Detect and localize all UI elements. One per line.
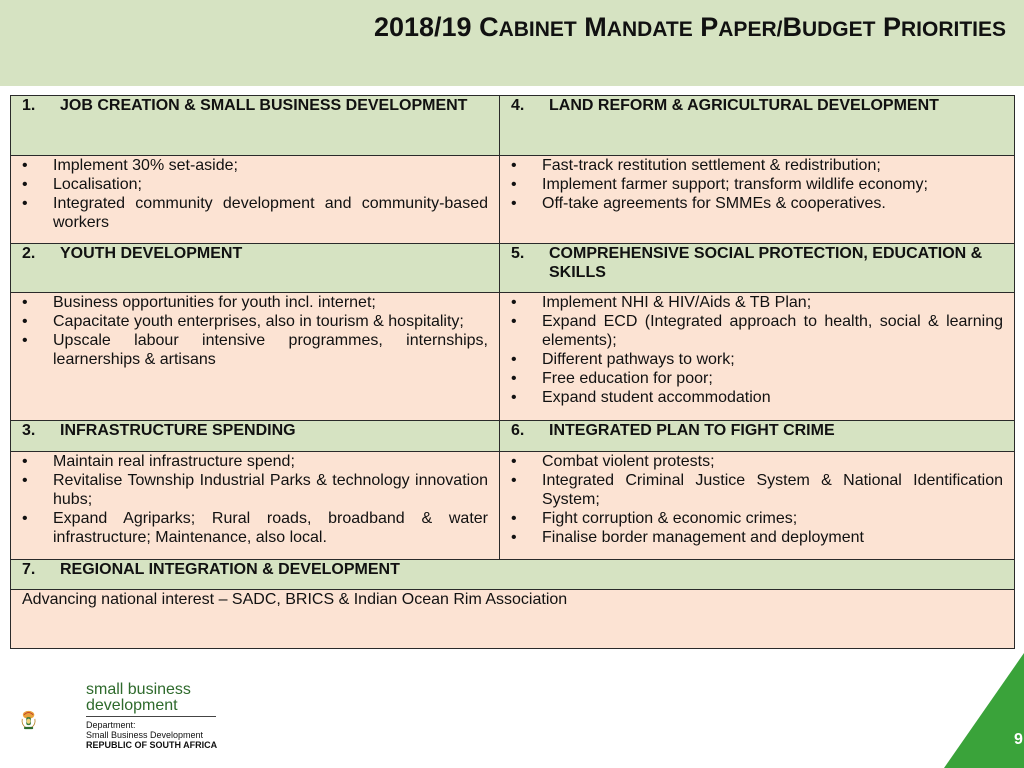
section-body-6 <box>500 452 1015 560</box>
table-row <box>11 590 1015 649</box>
section-heading-1: 1. JOB CREATION & SMALL BUSINESS DEVELOPMENT <box>11 96 500 156</box>
title-bar <box>0 0 1024 86</box>
logo-divider <box>86 716 216 717</box>
list-item: • Expand student accommodation <box>511 388 1003 407</box>
list-item: • Implement NHI & HIV/Aids & TB Plan; <box>511 293 1003 312</box>
list-item: • Implement 30% set-aside; <box>22 156 488 175</box>
list-item: • Combat violent protests; <box>511 452 1003 471</box>
list-item: • Fast-track restitution settlement & redistribution; <box>511 156 1003 175</box>
section-heading-5: 5. COMPREHENSIVE SOCIAL PROTECTION, EDUCATION & SKILLS <box>500 244 1015 293</box>
list-item: • Maintain real infrastructure spend; <box>22 452 488 471</box>
list-item: • Revitalise Township Industrial Parks & technology innovation hubs; <box>22 471 488 509</box>
table-row <box>11 96 1015 156</box>
section-body-3 <box>11 452 500 560</box>
title-year: 2018/19 <box>373 12 472 42</box>
table-row <box>11 244 1015 293</box>
section-heading-4: 4. LAND REFORM & AGRICULTURAL DEVELOPMENT <box>500 96 1015 156</box>
section-body-5 <box>500 293 1015 421</box>
table-row <box>11 156 1015 244</box>
list-item: • Fight corruption & economic crimes; <box>511 509 1003 528</box>
priorities-table <box>10 95 1015 649</box>
list-item: • Expand Agriparks; Rural roads, broadband & water infrastructure; Maintenance, also local. <box>22 509 488 547</box>
section-heading-3: 3. INFRASTRUCTURE SPENDING <box>11 421 500 452</box>
table-row <box>11 560 1015 590</box>
section-heading-2: 2. YOUTH DEVELOPMENT <box>11 244 500 293</box>
section-body-4 <box>500 156 1015 244</box>
list-item: • Free education for poor; <box>511 369 1003 388</box>
list-item: • Integrated Criminal Justice System & National Identification System; <box>511 471 1003 509</box>
section-body-7: Advancing national interest – SADC, BRICS & Indian Ocean Rim Association <box>11 590 1015 649</box>
list-item: • Different pathways to work; <box>511 350 1003 369</box>
list-item: • Expand ECD (Integrated approach to health, social & learning elements); <box>511 312 1003 350</box>
section-body-1 <box>11 156 500 244</box>
list-item: • Business opportunities for youth incl. internet; <box>22 293 488 312</box>
list-item: • Integrated community development and community-based workers <box>22 194 488 232</box>
list-item: • Capacitate youth enterprises, also in tourism & hospitality; <box>22 312 488 331</box>
coat-of-arms-icon <box>20 682 80 758</box>
logo-wordmark: small business development <box>86 681 191 714</box>
section-body-2 <box>11 293 500 421</box>
list-item: • Off-take agreements for SMMEs & cooperatives. <box>511 194 1003 213</box>
list-item: • Upscale labour intensive programmes, internships, learnerships & artisans <box>22 331 488 369</box>
list-item: • Implement farmer support; transform wildlife economy; <box>511 175 1003 194</box>
page-number: 9 <box>1014 731 1023 748</box>
page-title: 2018/19 CABINET MANDATE PAPER/BUDGET PRIORITIES <box>373 12 1006 42</box>
corner-accent <box>944 653 1024 768</box>
table-row <box>11 293 1015 421</box>
table-row <box>11 452 1015 560</box>
section-heading-6: 6. INTEGRATED PLAN TO FIGHT CRIME <box>500 421 1015 452</box>
list-item: • Localisation; <box>22 175 488 194</box>
list-item: • Finalise border management and deployment <box>511 528 1003 547</box>
section-heading-7: 7. REGIONAL INTEGRATION & DEVELOPMENT <box>11 560 1015 590</box>
logo-department: Department: Small Business Development REPUBLIC OF SOUTH AFRICA <box>86 720 218 750</box>
table-row <box>11 421 1015 452</box>
